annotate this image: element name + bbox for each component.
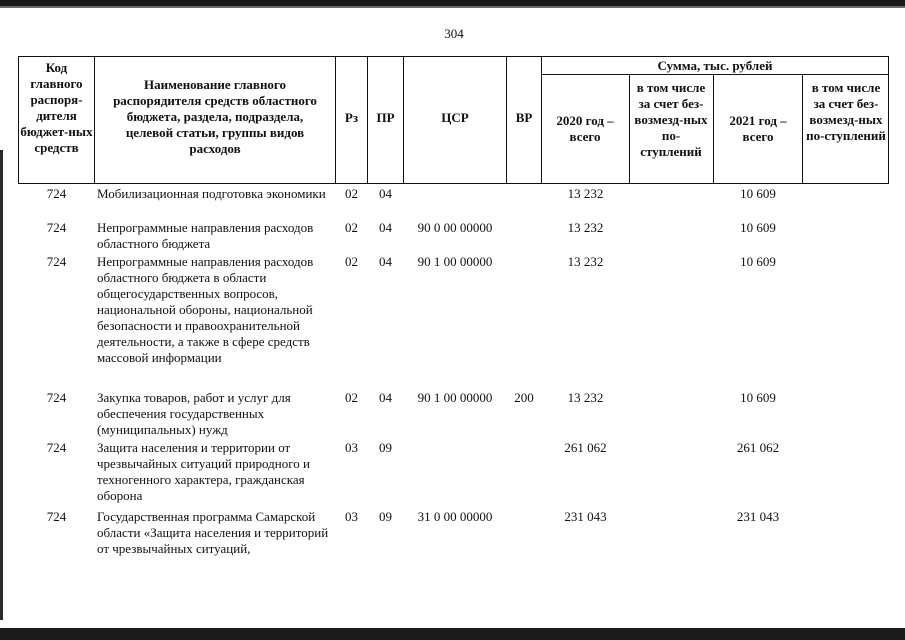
header-pr: ПР	[376, 110, 395, 125]
header-csr: ЦСР	[441, 110, 469, 125]
cell-name: Непрограммные направления расходов областного бюджета	[97, 220, 314, 251]
cell-code: 724	[46, 440, 67, 455]
cell-rz: 02	[345, 220, 358, 235]
cell-name: Защита населения и территории от чрезвычайных ситуаций природного и техногенного характера, гражданская оборона	[97, 440, 310, 503]
header-2021-incl: в том числе за счет без-возмезд-ных по-ступлений	[806, 80, 886, 143]
cell-pr: 09	[379, 440, 392, 455]
col-line-8	[713, 74, 714, 183]
cell-pr: 04	[379, 220, 392, 235]
cell-2020: 13 232	[567, 390, 604, 405]
cell-rz: 03	[345, 440, 358, 455]
cell-code: 724	[46, 254, 67, 269]
cell-name: Закупка товаров, работ и услуг для обеспечения государственных (муниципальных) нужд	[97, 390, 291, 437]
col-line-7	[629, 74, 630, 183]
sum-subheader-line	[541, 74, 889, 75]
cell-2020: 261 062	[564, 440, 607, 455]
cell-name: Мобилизационная подготовка экономики	[97, 186, 326, 201]
col-line-6	[541, 56, 542, 183]
cell-2021: 231 043	[736, 509, 780, 524]
col-line-1	[94, 56, 95, 183]
cell-csr: 90 1 00 00000	[417, 254, 493, 269]
cell-pr: 04	[379, 390, 392, 405]
cell-2020: 13 232	[567, 220, 604, 235]
header-code: Код главного распоря-дителя бюджет-ных средств	[20, 60, 93, 155]
cell-code: 724	[46, 509, 67, 524]
cell-code: 724	[46, 390, 67, 405]
cell-2020: 231 043	[564, 509, 607, 524]
col-line-9	[802, 74, 803, 183]
col-line-10	[888, 56, 889, 183]
cell-name: Непрограммные направления расходов областного бюджета в области общегосударственных вопросов, национальной обороны, национальной безопасности и правоохранительной деятельности, а также в сфере средств массовой информации	[97, 254, 314, 365]
cell-code: 724	[46, 186, 67, 201]
page-number: 304	[444, 26, 464, 41]
cell-pr: 04	[379, 186, 392, 201]
cell-2021: 10 609	[740, 220, 776, 235]
header-vr: ВР	[515, 110, 533, 125]
table-top-line	[18, 56, 889, 57]
cell-rz: 02	[345, 390, 358, 405]
cell-2021: 10 609	[740, 390, 776, 405]
header-2021-total: 2021 год – всего	[729, 113, 787, 144]
cell-2020: 13 232	[567, 254, 604, 269]
cell-pr: 09	[379, 509, 392, 524]
cell-name: Государственная программа Самарской области «Защита населения и территорий от чрезвычайных ситуаций,	[97, 509, 329, 556]
cell-csr: 90 0 00 00000	[417, 220, 493, 235]
header-name: Наименование главного распорядителя средств областного бюджета, раздела, подраздела, целевой статьи, группы видов расходов	[113, 77, 317, 156]
cell-pr: 04	[379, 254, 392, 269]
cell-vr: 200	[514, 390, 534, 405]
header-2020-incl: в том числе за счет без-возмезд-ных по-ступлений	[634, 80, 708, 159]
cell-csr: 31 0 00 00000	[417, 509, 493, 524]
cell-2021: 261 062	[736, 440, 780, 455]
header-rz: Рз	[344, 110, 359, 125]
header-bottom-line	[18, 183, 889, 184]
cell-2020: 13 232	[567, 186, 604, 201]
header-2020-total: 2020 год – всего	[556, 113, 614, 144]
cell-rz: 02	[345, 186, 358, 201]
cell-2021: 10 609	[740, 186, 776, 201]
cell-csr: 90 1 00 00000	[417, 390, 493, 405]
cell-rz: 02	[345, 254, 358, 269]
cell-2021: 10 609	[740, 254, 776, 269]
header-sum: Сумма, тыс. рублей	[657, 58, 773, 73]
cell-rz: 03	[345, 509, 358, 524]
cell-code: 724	[46, 220, 67, 235]
